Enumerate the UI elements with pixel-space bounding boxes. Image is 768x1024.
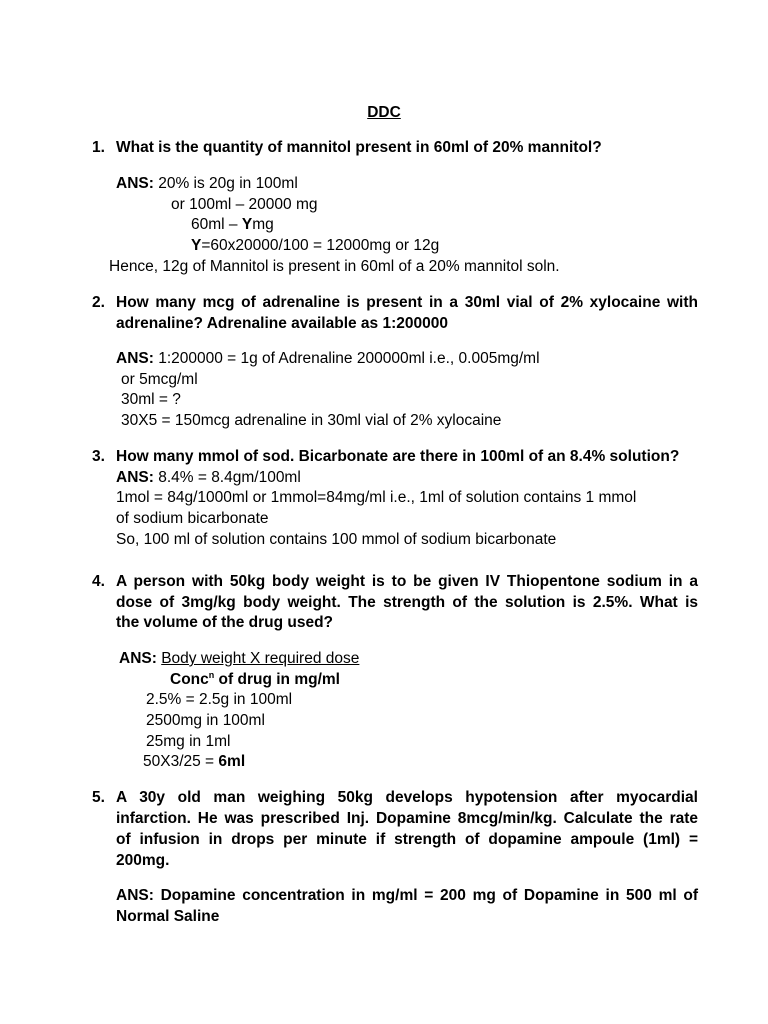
q1-answer-line-5: Hence, 12g of Mannitol is present in 60ml of a 20% mannitol soln.: [109, 258, 560, 275]
q3-ans-label: ANS:: [116, 469, 154, 486]
q4-denom-sup: n: [208, 670, 215, 680]
q2-ans-label: ANS:: [116, 350, 154, 367]
q2-question-line-1: How many mcg of adrenaline is present in a 30ml vial of 2% xylocaine with: [116, 294, 698, 311]
q4-answer-formula-denominator: [170, 670, 340, 690]
q1-ans-l3-var: Y: [241, 216, 253, 233]
q4-answer-line-1: 2.5% = 2.5g in 100ml: [146, 691, 293, 708]
q3-answer-line-4: So, 100 ml of solution contains 100 mmol of sodium bicarbonate: [116, 531, 557, 548]
q4-answer-line-3: 25mg in 1ml: [146, 733, 231, 750]
q2-answer-line-4: 30X5 = 150mcg adrenaline in 30ml vial of 2% xylocaine: [121, 412, 502, 429]
q4-ans-l4-text: 50X3/25 =: [143, 753, 219, 770]
q2-ans-text-1: 1:200000 = 1g of Adrenaline 200000ml i.e., 0.005mg/ml: [153, 350, 540, 367]
q4-number: 4.: [92, 573, 105, 590]
q2-number: 2.: [92, 294, 105, 311]
q4-ans-result: 6ml: [218, 753, 246, 770]
q1-ans-l4-var: Y: [191, 237, 202, 254]
q3-answer-line-2: 1mol = 84g/1000ml or 1mmol=84mg/ml i.e., 1ml of solution contains 1 mmol: [116, 489, 637, 506]
q1-ans-l3-text: 60ml –: [191, 216, 242, 233]
q4-answer-line-4: [143, 752, 245, 772]
q5-answer-line-2: Normal Saline: [116, 908, 220, 925]
q3-answer-line-3: of sodium bicarbonate: [116, 510, 269, 527]
q1-ans-label: ANS:: [116, 175, 154, 192]
q4-denom-rest: of drug in mg/ml: [214, 671, 340, 688]
q4-answer-line-2: 2500mg in 100ml: [146, 712, 265, 729]
q1-question: What is the quantity of mannitol present in 60ml of 20% mannitol?: [116, 139, 602, 156]
q5-question-line-1: A 30y old man weighing 50kg develops hypotension after myocardial: [116, 789, 698, 806]
q4-question-line-2: dose of 3mg/kg body weight. The strength of the solution is 2.5%. What is: [116, 594, 698, 611]
q4-denom-text: Conc: [170, 671, 209, 688]
q1-ans-text-1: 20% is 20g in 100ml: [153, 175, 298, 192]
q5-question-line-3: of infusion in drops per minute if strength of dopamine ampoule (1ml) =: [116, 831, 698, 848]
q5-question-line-4: 200mg.: [116, 852, 170, 869]
q5-number: 5.: [92, 789, 105, 806]
q1-answer-line-3: [191, 215, 274, 235]
q4-answer-formula-numerator: [119, 649, 359, 669]
q2-answer-line-1: [116, 349, 540, 369]
q4-question-line-3: the volume of the drug used?: [116, 614, 334, 631]
page-title: DDC: [367, 104, 401, 121]
q4-question-line-1: A person with 50kg body weight is to be given IV Thiopentone sodium in a: [116, 573, 698, 590]
q3-answer-line-1: [116, 468, 301, 488]
q1-ans-l3-unit: mg: [252, 216, 274, 233]
q1-ans-l4-text: =60x20000/100 = 12000mg or 12g: [201, 237, 440, 254]
q2-answer-line-3: 30ml = ?: [121, 391, 181, 408]
q1-answer-line-2: or 100ml – 20000 mg: [171, 196, 318, 213]
q4-ans-label: ANS:: [119, 650, 157, 667]
q2-question-line-2: adrenaline? Adrenaline available as 1:200000: [116, 315, 448, 332]
q1-answer-line-1: [116, 174, 298, 194]
q5-answer-line-1: ANS: Dopamine concentration in mg/ml = 200 mg of Dopamine in 500 ml of: [116, 887, 698, 904]
q2-answer-line-2: or 5mcg/ml: [121, 371, 198, 388]
q5-question-line-2: infarction. He was prescribed Inj. Dopamine 8mcg/min/kg. Calculate the rate: [116, 810, 698, 827]
q1-answer-line-4: [191, 236, 439, 256]
q1-number: 1.: [92, 139, 105, 156]
q4-ans-numerator: Body weight X required dose: [161, 650, 360, 667]
q3-question: How many mmol of sod. Bicarbonate are there in 100ml of an 8.4% solution?: [116, 448, 680, 465]
q3-ans-text-1: 8.4% = 8.4gm/100ml: [153, 469, 301, 486]
q3-number: 3.: [92, 448, 105, 465]
